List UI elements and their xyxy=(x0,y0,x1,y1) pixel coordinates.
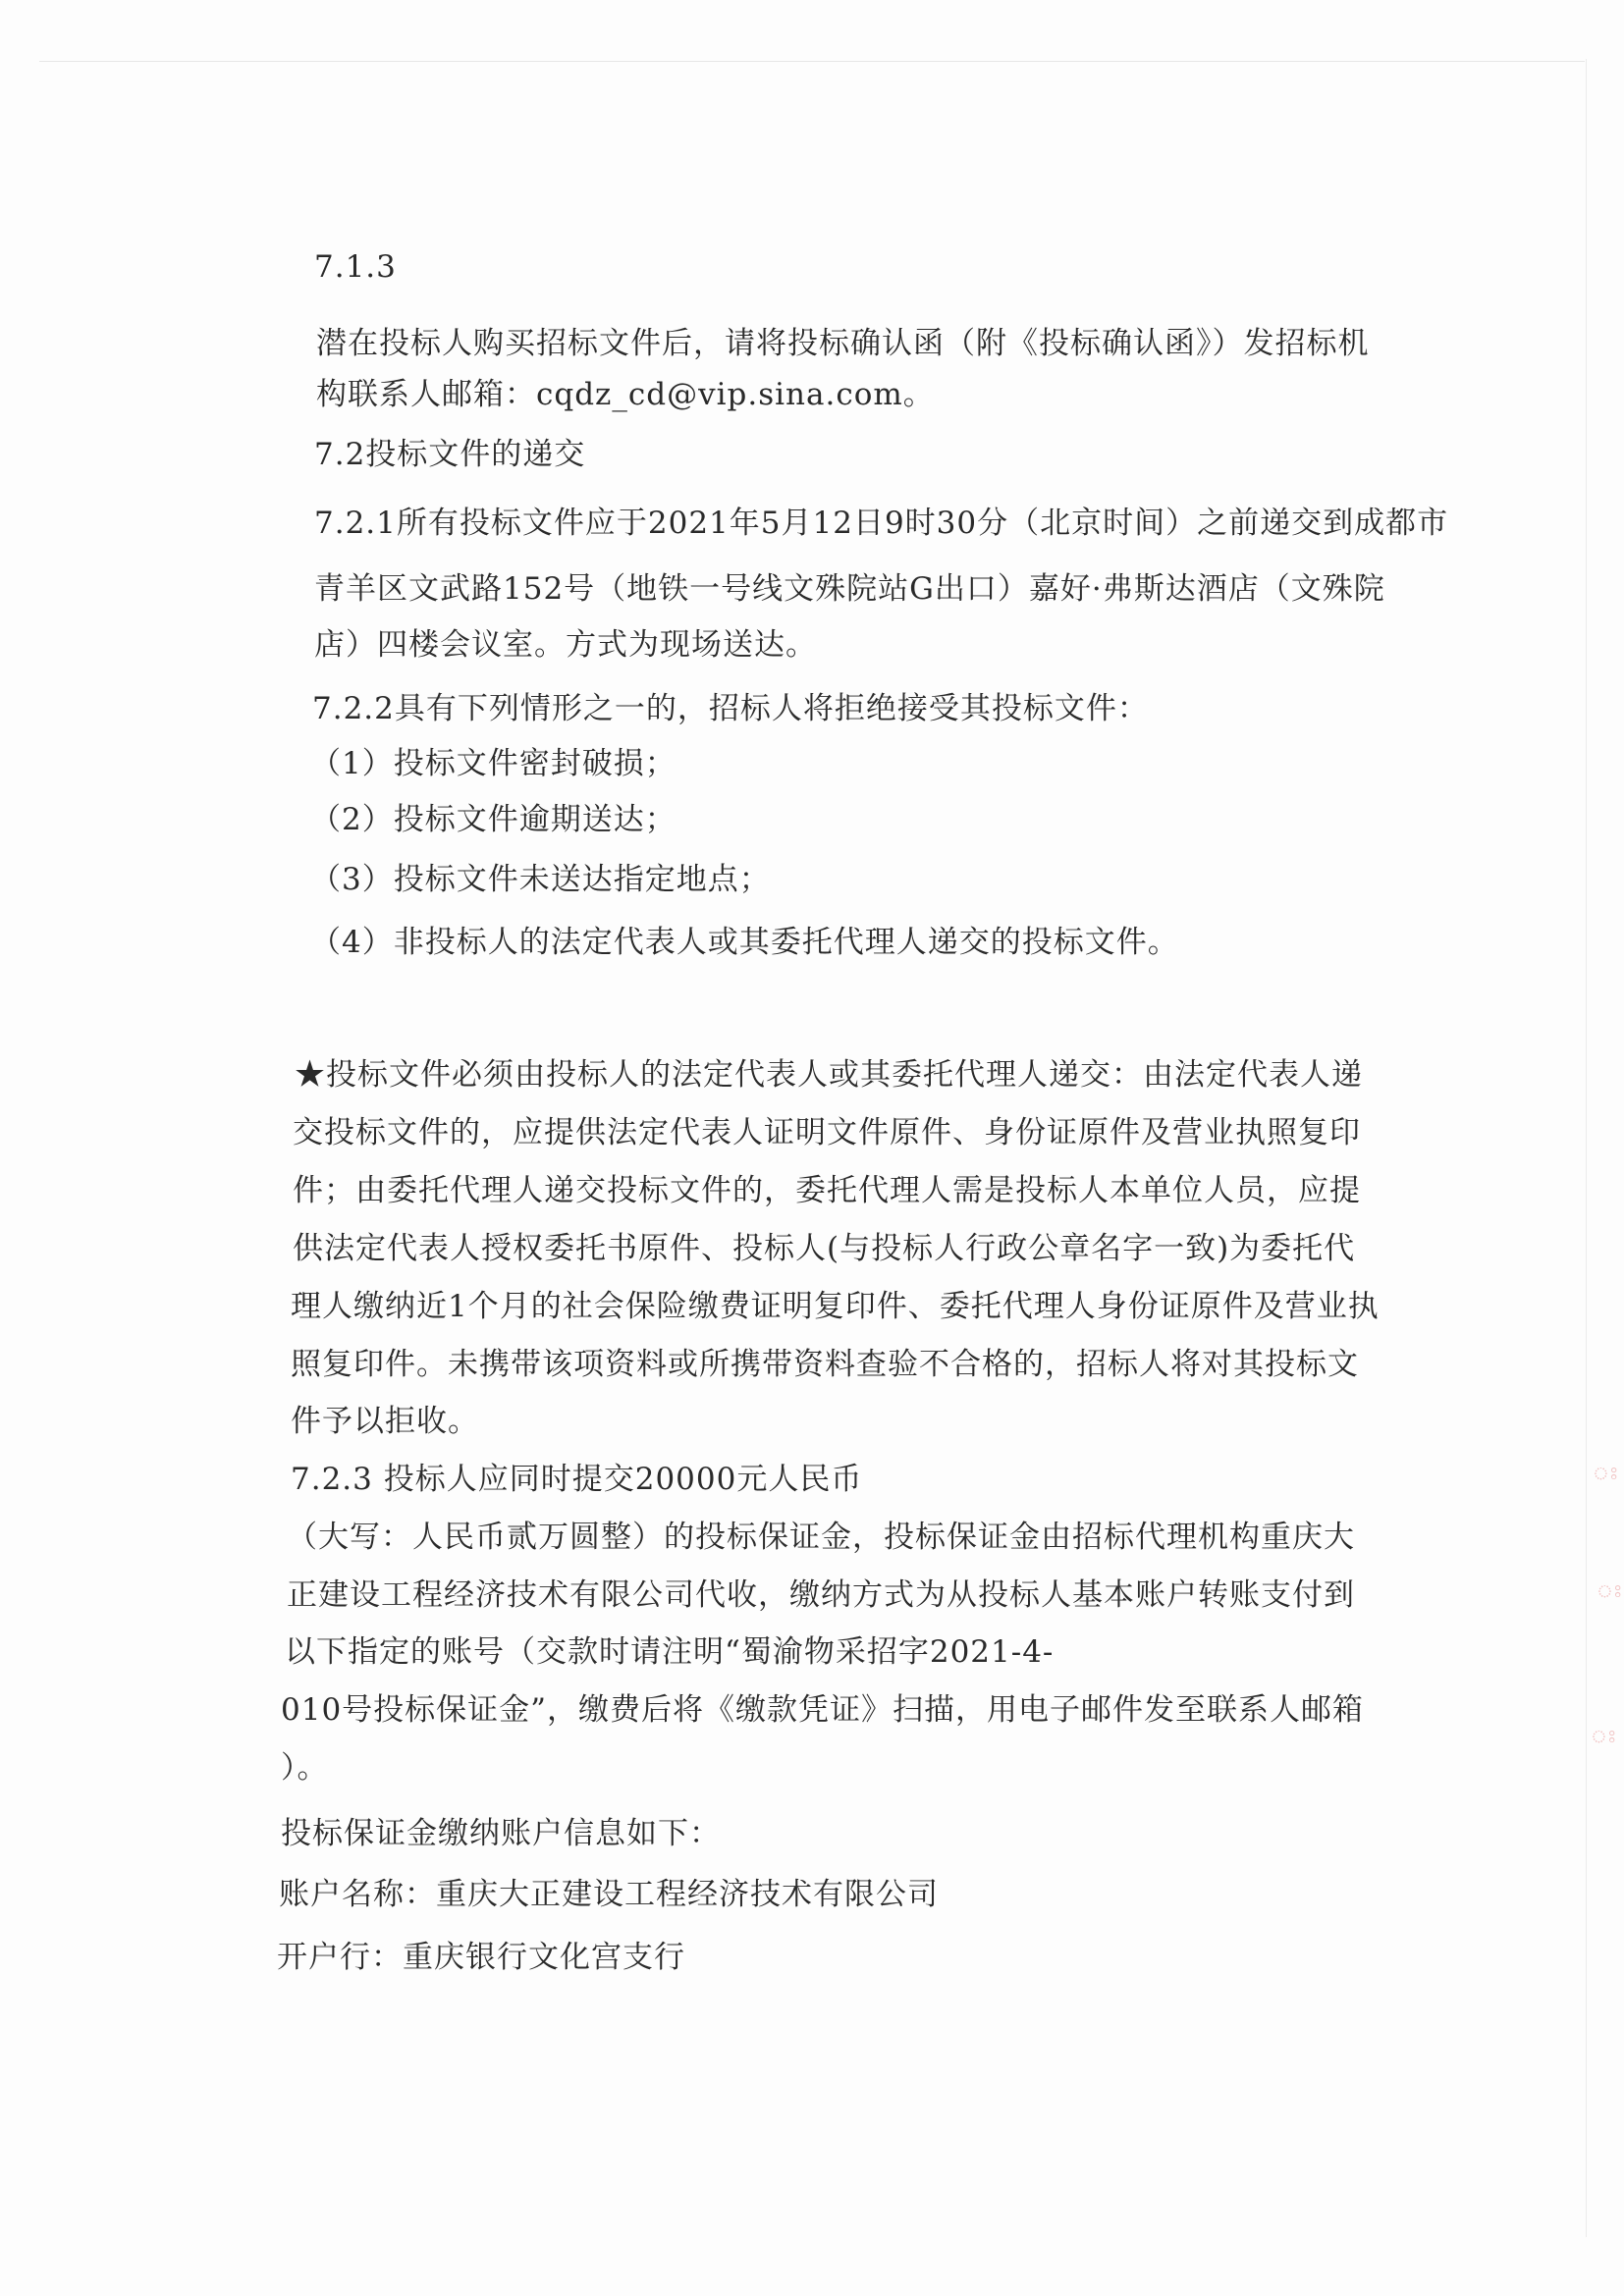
notice-line: 照复印件。未携带该项资料或所携带资料查验不合格的，招标人将对其投标文 xyxy=(291,1347,1359,1382)
notice-line: ★投标文件必须由投标人的法定代表人或其委托代理人递交：由法定代表人递 xyxy=(295,1057,1363,1093)
notice-line: 供法定代表人授权委托书原件、投标人(与投标人行政公章名字一致)为委托代 xyxy=(293,1231,1356,1266)
scan-edge-top xyxy=(39,61,1585,62)
notice-line: 交投标文件的，应提供法定代表人证明文件原件、身份证原件及营业执照复印 xyxy=(293,1115,1361,1150)
deposit-line: 7.2.3 投标人应同时提交20000元人民币 xyxy=(291,1462,863,1497)
bank-name: 开户行：重庆银行文化宫支行 xyxy=(277,1940,685,1975)
account-name: 账户名称：重庆大正建设工程经济技术有限公司 xyxy=(279,1877,939,1912)
text-line: 潜在投标人购买招标文件后，请将投标确认函（附《投标确认函》）发招标机 xyxy=(316,326,1370,361)
deposit-line: 正建设工程经济技术有限公司代收，缴纳方式为从投标人基本账户转账支付到 xyxy=(287,1577,1355,1613)
text-line: 7.2.1所有投标文件应于2021年5月12日9时30分（北京时间）之前递交到成都市 xyxy=(314,506,1449,541)
deposit-line: 以下指定的账号（交款时请注明“蜀渝物采招字2021-4- xyxy=(285,1634,1055,1670)
deposit-line: （大写：人民币贰万圆整）的投标保证金，投标保证金由招标代理机构重庆大 xyxy=(287,1520,1355,1555)
list-item: （1）投标文件密封破损； xyxy=(310,746,677,781)
stamp-edge-mark: ঃ xyxy=(1597,1581,1623,1602)
text-line: 店）四楼会议室。方式为现场送达。 xyxy=(314,627,817,663)
stamp-edge-mark: ঃ xyxy=(1591,1727,1617,1747)
stamp-edge-mark: ঃ xyxy=(1593,1464,1619,1484)
text-line: 7.2.2具有下列情形之一的，招标人将拒绝接受其投标文件： xyxy=(312,691,1149,726)
text-line: 构联系人邮箱：cqdz_cd@vip.sina.com。 xyxy=(316,377,935,412)
notice-line: 件予以拒收。 xyxy=(291,1404,479,1439)
deposit-line: ）。 xyxy=(281,1750,329,1786)
notice-line: 件；由委托代理人递交投标文件的，委托代理人需是投标人本单位人员，应提 xyxy=(293,1173,1361,1208)
section-heading: 7.2投标文件的递交 xyxy=(314,437,586,472)
deposit-line: 010号投标保证金”，缴费后将《缴款凭证》扫描，用电子邮件发至联系人邮箱 xyxy=(281,1692,1365,1728)
list-item: （3）投标文件未送达指定地点； xyxy=(310,862,771,897)
notice-line: 理人缴纳近1个月的社会保险缴费证明复印件、委托代理人身份证原件及营业执 xyxy=(291,1289,1380,1324)
text-line: 青羊区文武路152号（地铁一号线文殊院站G出口）嘉好·弗斯达酒店（文殊院 xyxy=(314,571,1385,607)
scan-edge-right xyxy=(1586,59,1587,2237)
list-item: （2）投标文件逾期送达； xyxy=(310,802,677,837)
clause-number: 7.1.3 xyxy=(314,249,397,285)
list-item: （4）非投标人的法定代表人或其委托代理人递交的投标文件。 xyxy=(310,925,1179,960)
account-intro: 投标保证金缴纳账户信息如下： xyxy=(281,1816,721,1851)
